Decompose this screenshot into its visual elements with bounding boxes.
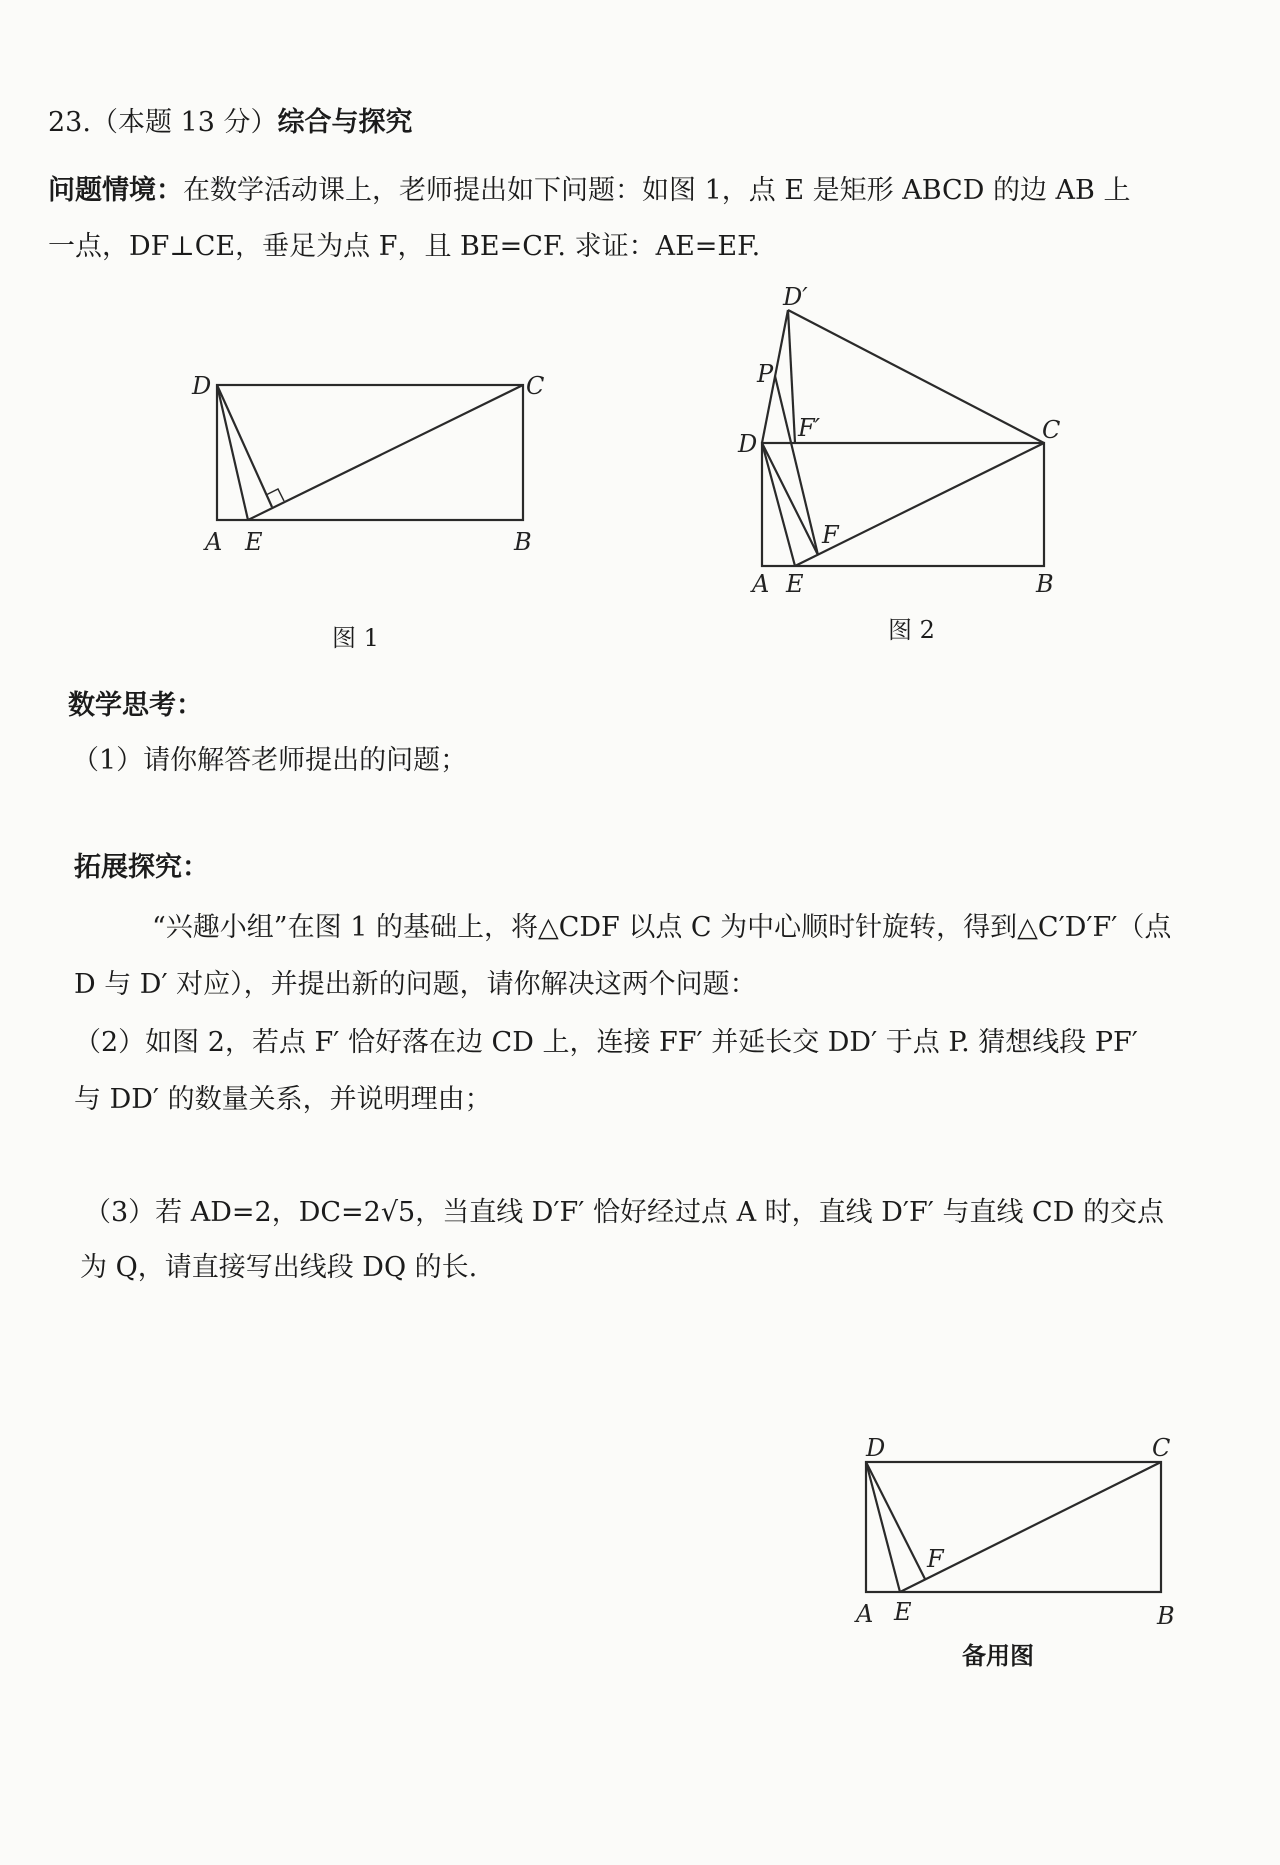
fig3-label-b: B bbox=[1157, 1602, 1175, 1630]
problem-context-label: 问题情境： bbox=[48, 175, 183, 206]
question-1: （1）请你解答老师提出的问题； bbox=[72, 745, 468, 776]
fig3-label-e: E bbox=[894, 1598, 912, 1626]
fig3-segment-df bbox=[866, 1462, 925, 1579]
question-number: 23. bbox=[48, 107, 91, 138]
fig3-label-d: D bbox=[866, 1434, 886, 1462]
fig2-label-e: E bbox=[786, 570, 804, 598]
question-title: 综合与探究 bbox=[277, 107, 413, 138]
question-score: （本题 13 分） bbox=[90, 107, 278, 138]
fig1-caption: 图 1 bbox=[332, 624, 379, 652]
fig3-segment-de bbox=[866, 1462, 900, 1592]
fig1-label-a: A bbox=[205, 528, 223, 556]
question-2-line-1: （2）如图 2，若点 F′ 恰好落在边 CD 上，连接 FF′ 并延长交 DD′ 于点 P. 猜想线段 PF′ bbox=[74, 1027, 1138, 1058]
question-3-line-1: （3）若 AD=2，DC=2√5，当直线 D′F′ 恰好经过点 A 时，直线 D′F′ 与直线 CD 的交点 bbox=[84, 1197, 1164, 1228]
fig2-label-fprime: F′ bbox=[798, 414, 821, 442]
fig1-label-c: C bbox=[526, 372, 545, 400]
fig1-label-b: B bbox=[514, 528, 532, 556]
math-thinking-label: 数学思考： bbox=[68, 690, 203, 721]
fig2-label-c: C bbox=[1042, 416, 1061, 444]
fig3-label-a: A bbox=[856, 1600, 874, 1628]
fig1-label-e: E bbox=[245, 528, 263, 556]
problem-context-text-1: 在数学活动课上，老师提出如下问题：如图 1，点 E 是矩形 ABCD 的边 AB 上 bbox=[183, 175, 1131, 206]
extension-text-1: “兴趣小组”在图 1 的基础上，将△CDF 以点 C 为中心顺时针旋转，得到△C′D′F′（点 bbox=[152, 912, 1172, 943]
fig3-rectangle-abcd bbox=[866, 1462, 1161, 1592]
fig2-caption: 图 2 bbox=[888, 616, 935, 644]
fig2-label-a: A bbox=[752, 570, 770, 598]
fig2-label-b: B bbox=[1036, 570, 1054, 598]
fig1-label-d: D bbox=[192, 372, 212, 400]
fig2-label-f: F bbox=[822, 521, 839, 549]
fig3-caption: 备用图 bbox=[962, 1641, 1034, 1670]
extension-text-2: D 与 D′ 对应），并提出新的问题，请你解决这两个问题： bbox=[74, 969, 757, 1000]
fig3-label-c: C bbox=[1152, 1434, 1171, 1462]
extension-label: 拓展探究： bbox=[74, 852, 209, 883]
fig2-label-dprime: D′ bbox=[783, 283, 808, 311]
question-2-line-2: 与 DD′ 的数量关系，并说明理由； bbox=[74, 1084, 492, 1115]
fig3-label-f: F bbox=[927, 1545, 944, 1573]
fig2-label-d: D bbox=[738, 430, 758, 458]
problem-context-text-2: 一点，DF⊥CE，垂足为点 F，且 BE=CF. 求证：AE=EF. bbox=[48, 231, 761, 262]
fig2-label-p: P bbox=[757, 360, 774, 388]
question-3-line-2: 为 Q，请直接写出线段 DQ 的长. bbox=[80, 1252, 478, 1283]
